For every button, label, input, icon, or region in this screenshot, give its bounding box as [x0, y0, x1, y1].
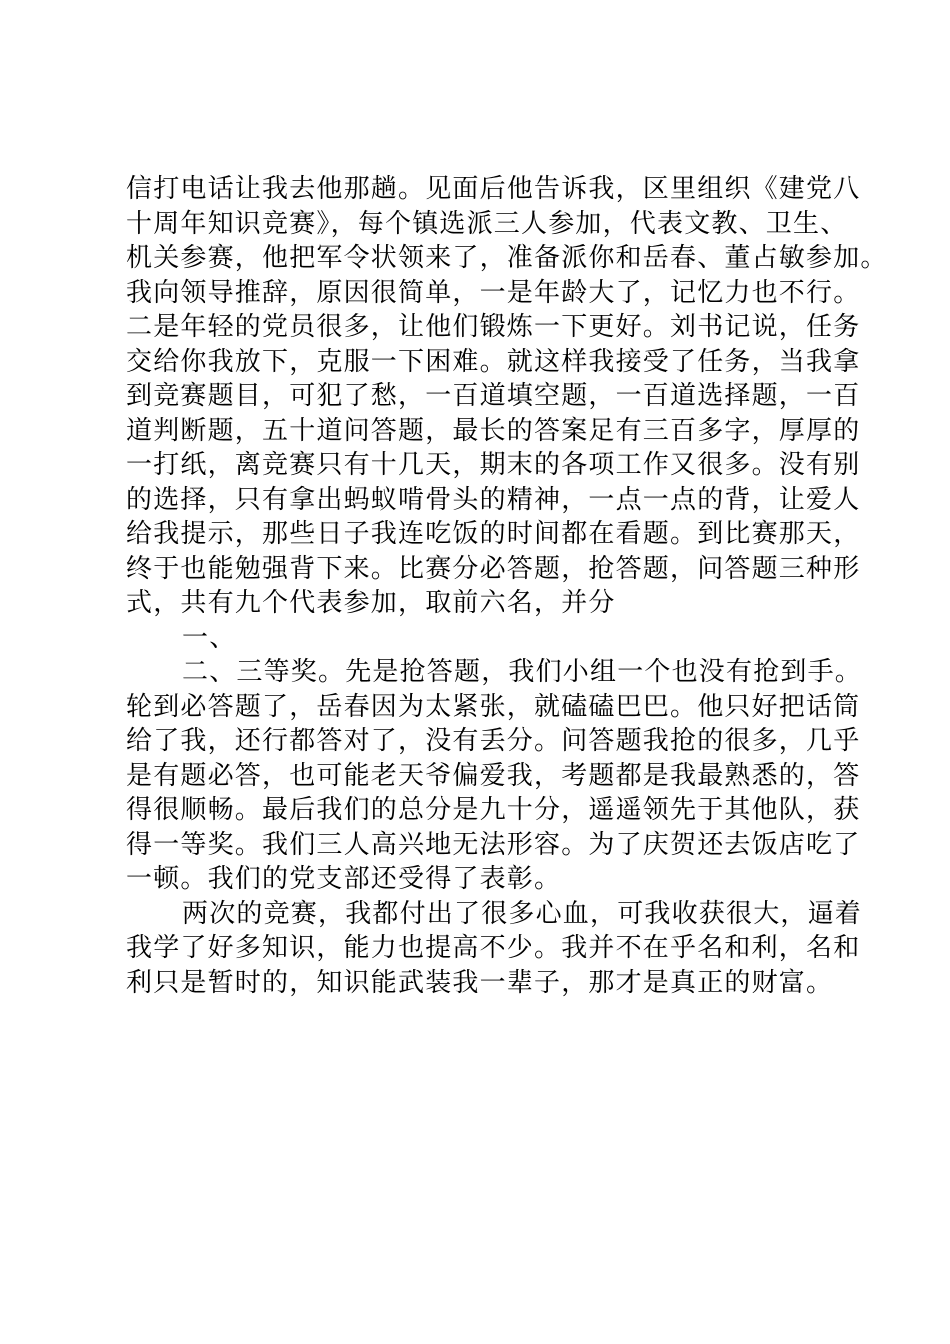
text-line: 给我提示，那些日子我连吃饭的时间都在看题。到比赛那天，: [126, 519, 861, 549]
text-line: 终于也能勉强背下来。比赛分必答题，抢答题，问答题三种形: [126, 553, 861, 584]
text-line: 二是年轻的党员很多，让他们锻炼一下更好。刘书记说，任务: [126, 312, 861, 342]
text-line: 两次的竞赛，我都付出了很多心血，可我收获很大，逼着: [182, 898, 863, 929]
text-line: 利只是暂时的，知识能武装我一辈子，那才是真正的财富。: [126, 967, 834, 998]
text-line: 的选择，只有拿出蚂蚁啃骨头的精神，一点一点的背，让爱人: [126, 484, 861, 515]
text-line: 我学了好多知识，能力也提高不少。我并不在乎名和利，名和: [126, 933, 861, 963]
body-text: [126, 172, 888, 1000]
text-line: 机关参赛，他把军令状领来了，准备派你和岳春、董占敏参加。: [126, 243, 888, 273]
text-line: 交给你我放下，克服一下困难。就这样我接受了任务，当我拿: [126, 346, 861, 377]
text-line: 我向领导推辞，原因很简单，一是年龄大了，记忆力也不行。: [126, 277, 861, 308]
text-line: 得很顺畅。最后我们的总分是九十分，遥遥领先于其他队，获: [126, 795, 861, 825]
text-line: 是有题必答，也可能老天爷偏爱我，考题都是我最熟悉的，答: [126, 760, 861, 791]
text-line: 二、三等奖。先是抢答题，我们小组一个也没有抢到手。: [182, 657, 863, 687]
text-line: 到竞赛题目，可犯了愁，一百道填空题，一百道选择题，一百: [126, 381, 861, 411]
text-line: 一打纸，离竞赛只有十几天，期末的各项工作又很多。没有别: [126, 450, 861, 480]
text-line: 一顿。我们的党支部还受得了表彰。: [126, 864, 562, 894]
text-line: 给了我，还行都答对了，没有丢分。问答题我抢的很多，几乎: [126, 726, 861, 756]
text-line: 得一等奖。我们三人高兴地无法形容。为了庆贺还去饭店吃了: [126, 829, 861, 860]
text-line: 一、: [182, 622, 237, 653]
text-line: 轮到必答题了，岳春因为太紧张，就磕磕巴巴。他只好把话筒: [126, 691, 861, 722]
text-line: 道判断题，五十道问答题，最长的答案足有三百多字，厚厚的: [126, 415, 861, 446]
text-line: 式，共有九个代表参加，取前六名，并分: [126, 588, 616, 618]
text-line: 信打电话让我去他那趟。见面后他告诉我，区里组织《建党八: [126, 174, 861, 204]
text-line: 十周年知识竞赛》，每个镇选派三人参加，代表文教、卫生、: [126, 208, 848, 239]
